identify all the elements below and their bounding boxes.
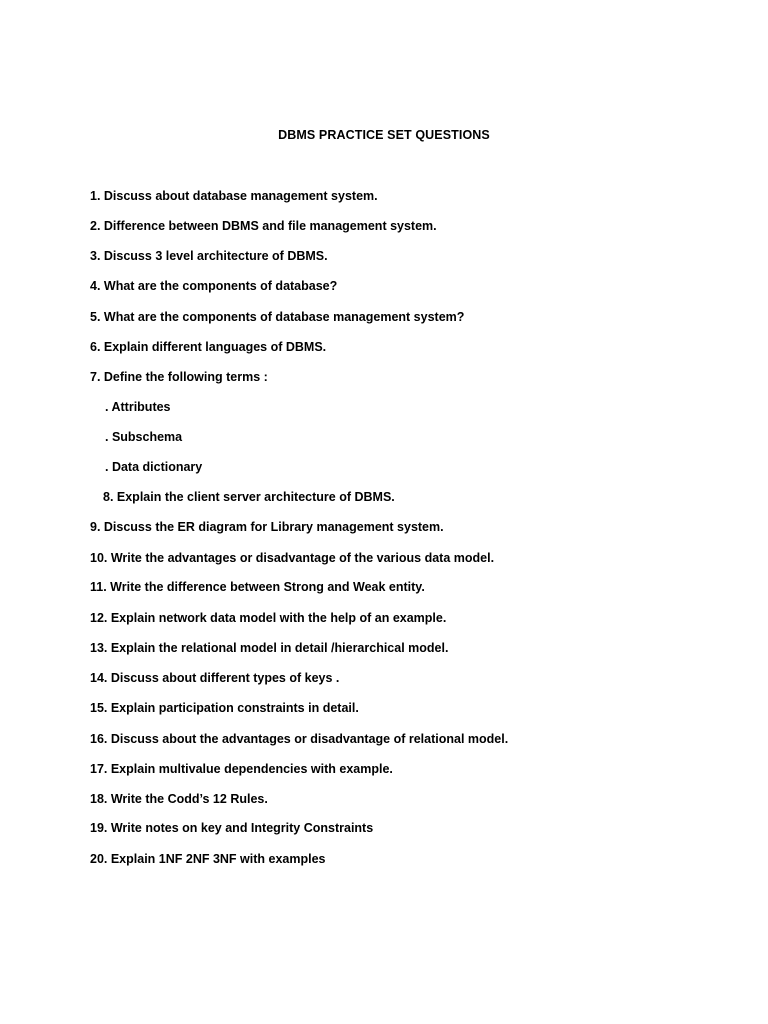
question-11: 11. Write the difference between Strong and Weak entity.: [90, 580, 425, 594]
question-2: 2. Difference between DBMS and file management system.: [90, 219, 437, 233]
question-5: 5. What are the components of database management system?: [90, 310, 465, 324]
question-13: 13. Explain the relational model in detail /hierarchical model.: [90, 641, 449, 655]
question-14: 14. Discuss about different types of keys .: [90, 671, 340, 685]
question-18: 18. Write the Codd’s 12 Rules.: [90, 792, 268, 806]
question-20: 20. Explain 1NF 2NF 3NF with examples: [90, 852, 326, 866]
term-data-dictionary: . Data dictionary: [105, 460, 203, 474]
term-subschema: . Subschema: [105, 430, 183, 444]
question-19: 19. Write notes on key and Integrity Constraints: [90, 821, 374, 835]
question-16: 16. Discuss about the advantages or disadvantage of relational model.: [90, 732, 509, 746]
term-attributes: . Attributes: [105, 400, 171, 414]
question-15: 15. Explain participation constraints in detail.: [90, 701, 359, 715]
question-6: 6. Explain different languages of DBMS.: [90, 340, 327, 354]
question-3: 3. Discuss 3 level architecture of DBMS.: [90, 249, 328, 263]
question-10: 10. Write the advantages or disadvantage of the various data model.: [90, 551, 495, 565]
question-17: 17. Explain multivalue dependencies with example.: [90, 762, 393, 776]
question-12: 12. Explain network data model with the help of an example.: [90, 611, 447, 625]
question-7: 7. Define the following terms :: [90, 370, 268, 384]
question-8: 8. Explain the client server architecture of DBMS.: [103, 490, 395, 504]
question-4: 4. What are the components of database?: [90, 279, 338, 293]
question-9: 9. Discuss the ER diagram for Library management system.: [90, 520, 444, 534]
question-1: 1. Discuss about database management system.: [90, 189, 378, 203]
document-title: DBMS PRACTICE SET QUESTIONS: [278, 128, 490, 142]
